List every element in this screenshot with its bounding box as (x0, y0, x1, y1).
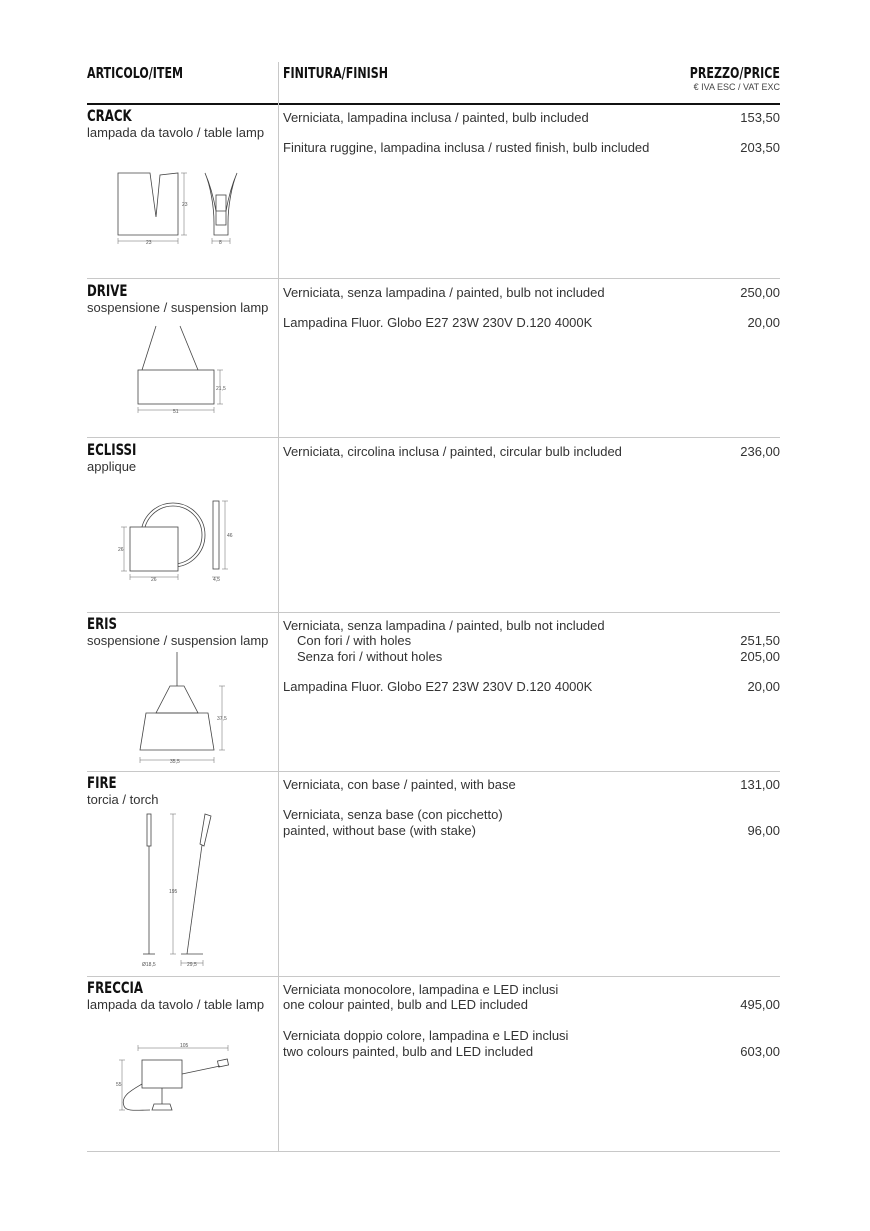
finish-row: Lampadina Fluor. Globo E27 23W 230V D.120 4000K (283, 315, 593, 330)
row-divider (87, 771, 780, 772)
product-subtitle-drive: sospensione / suspension lamp (87, 300, 269, 315)
finish-row: Verniciata, senza lampadina / painted, bulb not included (283, 618, 605, 633)
price-value: 20,00 (747, 679, 780, 694)
product-name-drive: DRIVE (87, 281, 128, 300)
price-value: 205,00 (740, 649, 780, 664)
row-divider (87, 1151, 780, 1152)
dim-label: 23 (182, 202, 188, 208)
row-divider (87, 612, 780, 613)
header-divider (87, 103, 780, 105)
price-value: 251,50 (740, 633, 780, 648)
finish-row: Verniciata, lampadina inclusa / painted, bulb included (283, 110, 589, 125)
finish-row: one colour painted, bulb and LED included (283, 997, 529, 1012)
dim-label: 195 (169, 889, 178, 895)
freccia-technical-drawing (112, 1040, 237, 1115)
dim-label: 51 (173, 409, 179, 415)
finish-row: Con fori / with holes (297, 633, 412, 648)
product-name-fire: FIRE (87, 773, 117, 792)
column-divider (278, 62, 279, 1151)
fire-technical-drawing (135, 808, 230, 970)
price-vat-note: € IVA ESC / VAT EXC (693, 82, 780, 92)
price-value: 250,00 (740, 285, 780, 300)
dim-label: 21,5 (216, 386, 226, 392)
eris-technical-drawing (130, 650, 240, 768)
drive-technical-drawing (130, 322, 240, 417)
eclissi-technical-drawing (115, 495, 245, 590)
finish-row: Verniciata monocolore, lampadina e LED inclusi (283, 982, 559, 997)
row-divider (87, 437, 780, 438)
finish-row: Verniciata, senza base (con picchetto) (283, 807, 503, 822)
product-subtitle-eris: sospensione / suspension lamp (87, 633, 269, 648)
dim-label: 37,5 (217, 716, 227, 722)
price-value: 131,00 (740, 777, 780, 792)
finish-row: Verniciata, con base / painted, with base (283, 777, 516, 792)
finish-row: Finitura ruggine, lampadina inclusa / rusted finish, bulb included (283, 140, 650, 155)
column-header-price: PREZZO/PRICE (689, 64, 780, 82)
row-divider (87, 278, 780, 279)
product-name-crack: CRACK (87, 106, 132, 125)
finish-row: Senza fori / without holes (297, 649, 443, 664)
finish-row: Lampadina Fluor. Globo E27 23W 230V D.120 4000K (283, 679, 593, 694)
price-value: 603,00 (740, 1044, 780, 1059)
price-value: 96,00 (747, 823, 780, 838)
price-value: 203,50 (740, 140, 780, 155)
price-value: 495,00 (740, 997, 780, 1012)
product-name-eris: ERIS (87, 614, 118, 633)
product-subtitle-eclissi: applique (87, 459, 137, 474)
dim-label: 46 (227, 533, 233, 539)
dim-label: 23 (146, 240, 152, 246)
dim-label: Ø18,5 (142, 962, 156, 968)
dim-label: 26 (151, 577, 157, 583)
product-subtitle-freccia: lampada da tavolo / table lamp (87, 997, 265, 1012)
price-value: 153,50 (740, 110, 780, 125)
dim-label: 29,5 (187, 962, 197, 968)
product-name-freccia: FRECCIA (87, 978, 144, 997)
finish-row: painted, without base (with stake) (283, 823, 476, 838)
product-subtitle-crack: lampada da tavolo / table lamp (87, 125, 265, 140)
product-subtitle-fire: torcia / torch (87, 792, 159, 807)
dim-label: 55 (116, 1082, 122, 1088)
column-header-item: ARTICOLO/ITEM (87, 64, 184, 82)
product-name-eclissi: ECLISSI (87, 440, 137, 459)
dim-label: 4,5 (213, 577, 220, 583)
column-header-finish: FINITURA/FINISH (283, 64, 388, 82)
crack-technical-drawing (110, 165, 250, 250)
dim-label: 105 (180, 1043, 189, 1049)
row-divider (87, 976, 780, 977)
dim-label: 35,5 (170, 759, 180, 765)
dim-label: 8 (219, 240, 222, 246)
finish-row: Verniciata doppio colore, lampadina e LED inclusi (283, 1028, 569, 1043)
dim-label: 26 (118, 547, 124, 553)
finish-row: Verniciata, circolina inclusa / painted, circular bulb included (283, 444, 622, 459)
finish-row: two colours painted, bulb and LED included (283, 1044, 534, 1059)
price-value: 236,00 (740, 444, 780, 459)
finish-row: Verniciata, senza lampadina / painted, bulb not included (283, 285, 605, 300)
price-value: 20,00 (747, 315, 780, 330)
